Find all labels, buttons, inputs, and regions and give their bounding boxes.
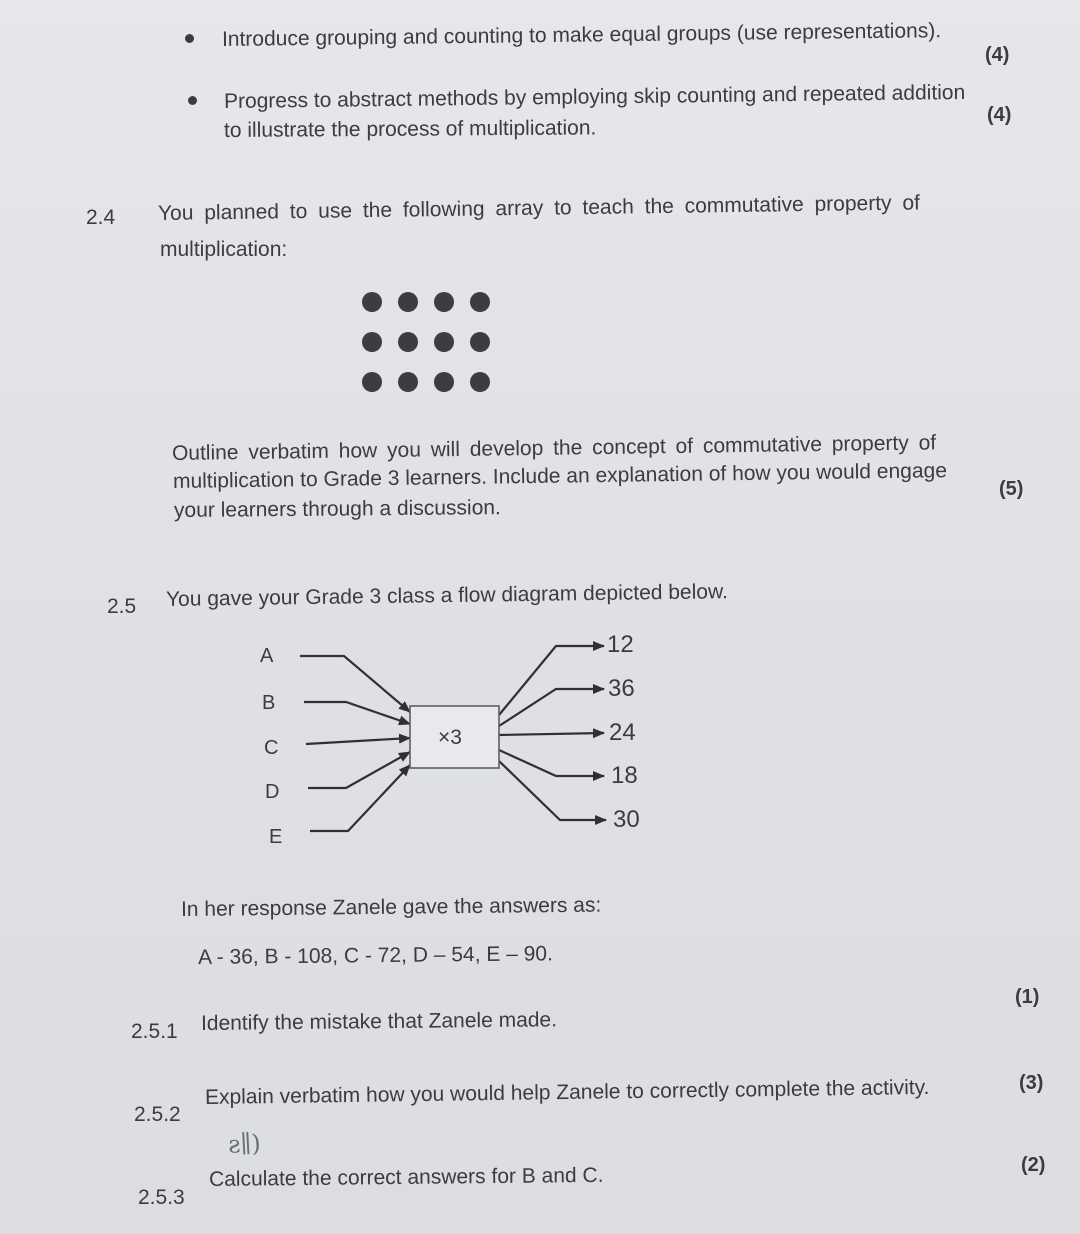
subquestion-text: Identify the mistake that Zanele made. [200,1008,558,1035]
input-label: C [264,737,279,759]
flow-arrow [499,733,604,735]
subquestion-text: Explain verbatim how you would help Zanele to correctly complete the activity. [204,1075,930,1109]
subquestion-text: Calculate the correct answers for B and C. [208,1163,604,1191]
flow-arrow [499,750,604,776]
input-label: D [265,781,280,803]
bullet-text: Introduce grouping and counting to make equal groups (use representations). [221,19,942,51]
flow-arrow [300,656,410,712]
flow-arrow [310,765,410,831]
bullet-marks: (4) [985,44,1010,66]
output-label: 12 [607,631,634,658]
question-text-line2: multiplication: [160,238,288,261]
input-label: A [260,645,274,667]
output-label: 30 [613,806,640,833]
bullet-marks: (4) [987,104,1012,126]
flow-arrow [306,738,410,744]
operator-label: ×3 [438,726,462,749]
flow-arrow [499,761,606,820]
question-marks: (5) [999,478,1024,500]
task-text-line1: Outline verbatim how you will develop the concept of commutative property of [171,431,937,465]
flow-arrow [499,646,604,715]
input-label: B [262,692,276,714]
question-number: 2.4 [86,206,116,229]
subquestion-number: 2.5.3 [138,1186,185,1209]
question-text-line1: You planned to use the following array to teach the commutative property of [157,191,921,225]
question-number: 2.5 [107,595,137,618]
subquestion-marks: (1) [1015,986,1040,1008]
subquestion-number: 2.5.1 [131,1020,178,1043]
subquestion-number: 2.5.2 [134,1103,181,1126]
response-intro: In her response Zanele gave the answers as: [180,893,602,921]
question-text: You gave your Grade 3 class a flow diagram depicted below. [165,580,729,611]
subquestion-marks: (3) [1019,1072,1044,1094]
bullet-text-line2: to illustrate the process of multiplication. [223,116,597,142]
bullet-text-line1: Progress to abstract methods by employing skip counting and repeated addition [223,80,966,113]
handwritten-note: ƨ∥) [227,1129,262,1159]
task-text-line3: your learners through a discussion. [173,496,501,522]
subquestion-marks: (2) [1021,1154,1046,1176]
output-label: 18 [611,762,638,789]
output-label: 36 [608,675,635,702]
task-text-line2: multiplication to Grade 3 learners. Include an explanation of how you would engage [172,459,948,493]
response-answers: A - 36, B - 108, C - 72, D – 54, E – 90. [197,942,553,969]
input-label: E [269,826,283,848]
output-label: 24 [609,719,636,746]
flow-arrow [304,702,410,724]
